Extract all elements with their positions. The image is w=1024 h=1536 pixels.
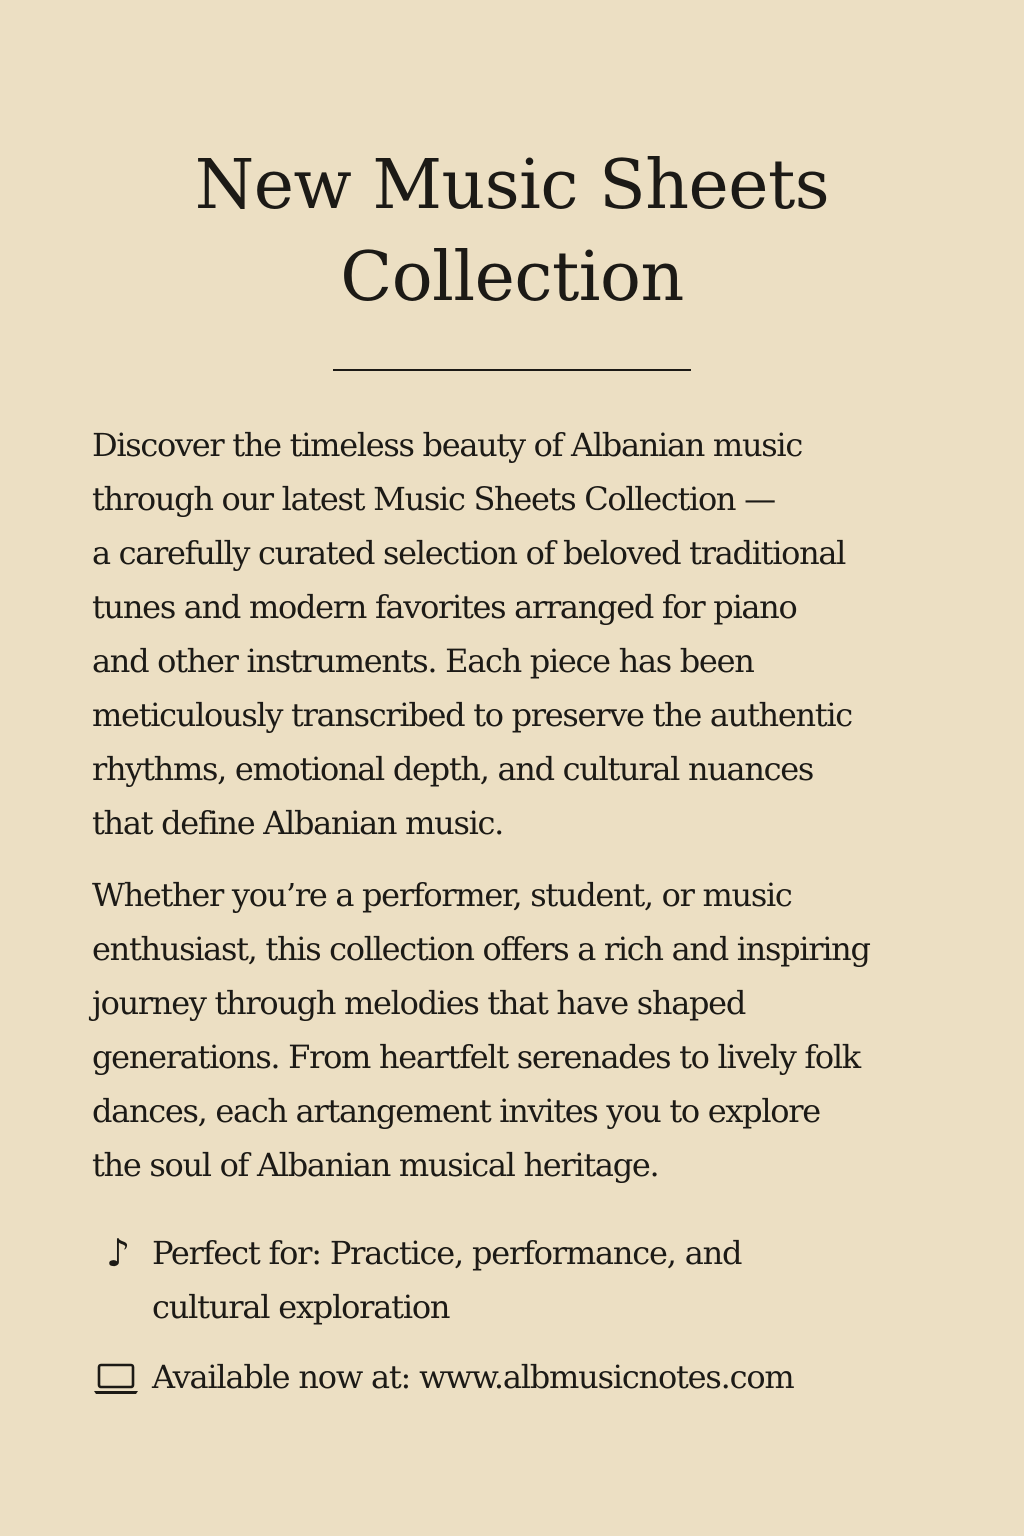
intro-line: rhythms, emotional depth, and cultural nuances [92,750,814,788]
title-line-2: Collection [340,238,684,317]
intro-line: through our latest Music Sheets Collection — [92,480,775,518]
feature-perfect-for-text [152,1226,972,1334]
title-line-1: New Music Sheets [194,146,830,225]
intro-line: a carefully curated selection of beloved traditional [92,534,846,572]
intro-line: Discover the timeless beauty of Albanian music [92,426,802,464]
audience-line: enthusiast, this collection offers a rich and inspiring [92,930,870,968]
intro-line: tunes and modern favorites arranged for piano [92,588,797,626]
feature-line: cultural exploration [152,1288,450,1326]
music-note-icon [92,1226,142,1280]
audience-line: journey through melodies that have shaped [92,984,745,1022]
intro-line: that define Albanian music. [92,804,504,842]
intro-paragraph [92,418,972,850]
page-title [0,140,1024,324]
feature-perfect-for [92,1226,972,1334]
feature-available-text[interactable] [152,1350,972,1404]
feature-line: Perfect for: Practice, performance, and [152,1234,742,1272]
audience-paragraph [92,868,972,1192]
laptop-icon [92,1350,142,1404]
music-note-glyph: ♪ [106,1231,130,1275]
title-divider [333,369,691,371]
intro-line: meticulously transcribed to preserve the authentic [92,696,852,734]
audience-line: Whether you’re a performer, student, or music [92,876,792,914]
feature-available [92,1350,972,1404]
audience-line: generations. From heartfelt serenades to lively folk [92,1038,860,1076]
audience-line: the soul of Albanian musical heritage. [92,1146,659,1184]
website-link-text[interactable]: Available now at: www.albmusicnotes.com [152,1358,794,1396]
intro-line: and other instruments. Each piece has been [92,642,754,680]
audience-line: dances, each artangement invites you to explore [92,1092,820,1130]
